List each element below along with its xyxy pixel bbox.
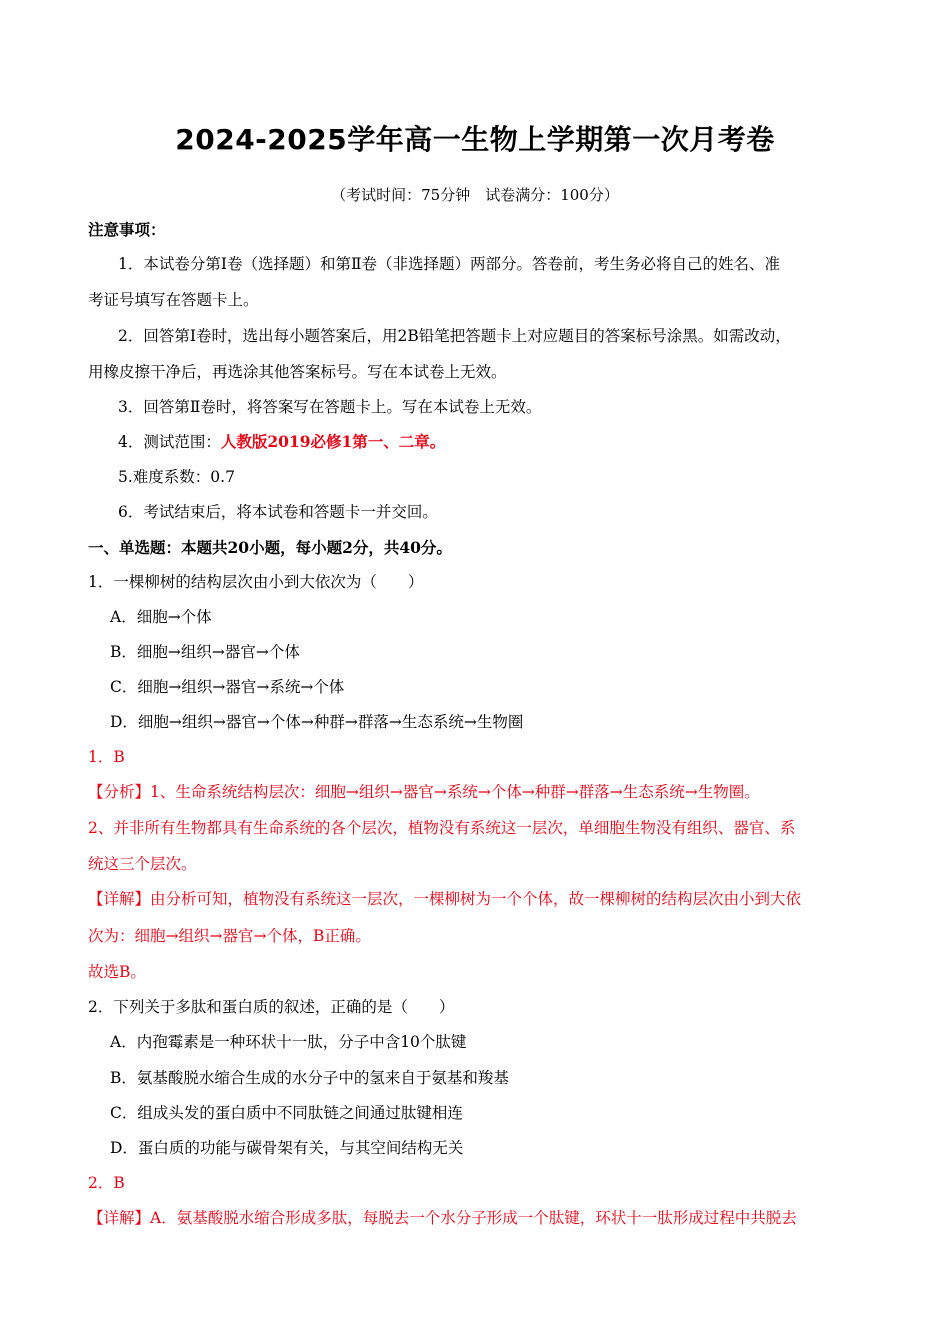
- question-2-option-c: C．组成头发的蛋白质中不同肽链之间通过肽键相连: [110, 1104, 463, 1122]
- question-1-detail-cont: 次为：细胞→组织→器官→个体，B正确。: [88, 927, 371, 945]
- notice-item-3: 3．回答第Ⅱ卷时，将答案写在答题卡上。写在本试卷上无效。: [118, 398, 542, 416]
- detail-label: 【详解】: [88, 890, 151, 908]
- question-1-option-a: A．细胞→个体: [110, 608, 212, 626]
- question-2-option-d: D．蛋白质的功能与碳骨架有关，与其空间结构无关: [110, 1139, 464, 1157]
- notice-item-4: [118, 432, 445, 452]
- question-1-option-d: D．细胞→组织→器官→个体→种群→群落→生态系统→生物圈: [110, 713, 524, 731]
- detail-text: A．氨基酸脱水缩合形成多肽，每脱去一个水分子形成一个肽键，环状十一肽形成过程中共脱去: [150, 1209, 797, 1227]
- question-1-analysis: 【分析】1、生命系统结构层次：细胞→组织→器官→系统→个体→种群→群落→生态系统→生物圈。: [88, 783, 760, 801]
- question-1-analysis-cont-2: 统这三个层次。: [88, 855, 197, 873]
- question-2-option-a: A．内孢霉素是一种环状十一肽，分子中含10个肽键: [110, 1033, 467, 1051]
- question-2-detail: [88, 1208, 797, 1228]
- exam-info: （考试时间：75分钟 试卷满分：100分）: [331, 186, 619, 204]
- section-heading: 一、单选题：本题共20小题，每小题2分，共40分。: [88, 538, 452, 557]
- question-1-option-b: B．细胞→组织→器官→个体: [110, 643, 300, 661]
- notice-item-6: 6．考试结束后，将本试卷和答题卡一并交回。: [118, 503, 438, 521]
- page-title: 2024-2025学年高一生物上学期第一次月考卷: [175, 123, 775, 156]
- question-1-option-c: C．细胞→组织→器官→系统→个体: [110, 678, 345, 696]
- detail-label: 【详解】: [88, 1209, 151, 1227]
- question-2-option-b: B．氨基酸脱水缩合生成的水分子中的氢来自于氨基和羧基: [110, 1069, 509, 1087]
- notice-item-1-cont: 考证号填写在答题卡上。: [88, 291, 259, 309]
- question-1-analysis-cont: 2、并非所有生物都具有生命系统的各个层次，植物没有系统这一层次，单细胞生物没有组织、器官、系: [88, 819, 796, 837]
- notice-item-2-cont: 用橡皮擦干净后，再选涂其他答案标号。写在本试卷上无效。: [88, 363, 507, 381]
- question-2-stem: 2．下列关于多肽和蛋白质的叙述，正确的是（ ）: [88, 998, 455, 1016]
- question-1-detail: [88, 889, 801, 909]
- detail-text: 由分析可知，植物没有系统这一层次，一棵柳树为一个个体，故一棵柳树的结构层次由小到大依: [150, 890, 802, 908]
- notice-item-1: 1．本试卷分第Ⅰ卷（选择题）和第Ⅱ卷（非选择题）两部分。答卷前，考生务必将自己的姓名、准: [118, 255, 781, 273]
- notice-item-2: 2．回答第Ⅰ卷时，选出每小题答案后，用2B铅笔把答题卡上对应题目的答案标号涂黑。如需改动，: [118, 327, 791, 345]
- question-1-answer: 1．B: [88, 748, 125, 766]
- test-scope: 人教版2019必修1第一、二章。: [220, 432, 446, 451]
- question-2-answer: 2．B: [88, 1174, 125, 1192]
- question-1-conclusion: 故选B。: [88, 963, 146, 981]
- notice-item-4-label: 4．测试范围：: [118, 433, 221, 451]
- question-1-stem: 1．一棵柳树的结构层次由小到大依次为（ ）: [88, 573, 424, 591]
- notice-heading: 注意事项：: [88, 220, 166, 239]
- notice-item-5: 5.难度系数：0.7: [118, 468, 235, 486]
